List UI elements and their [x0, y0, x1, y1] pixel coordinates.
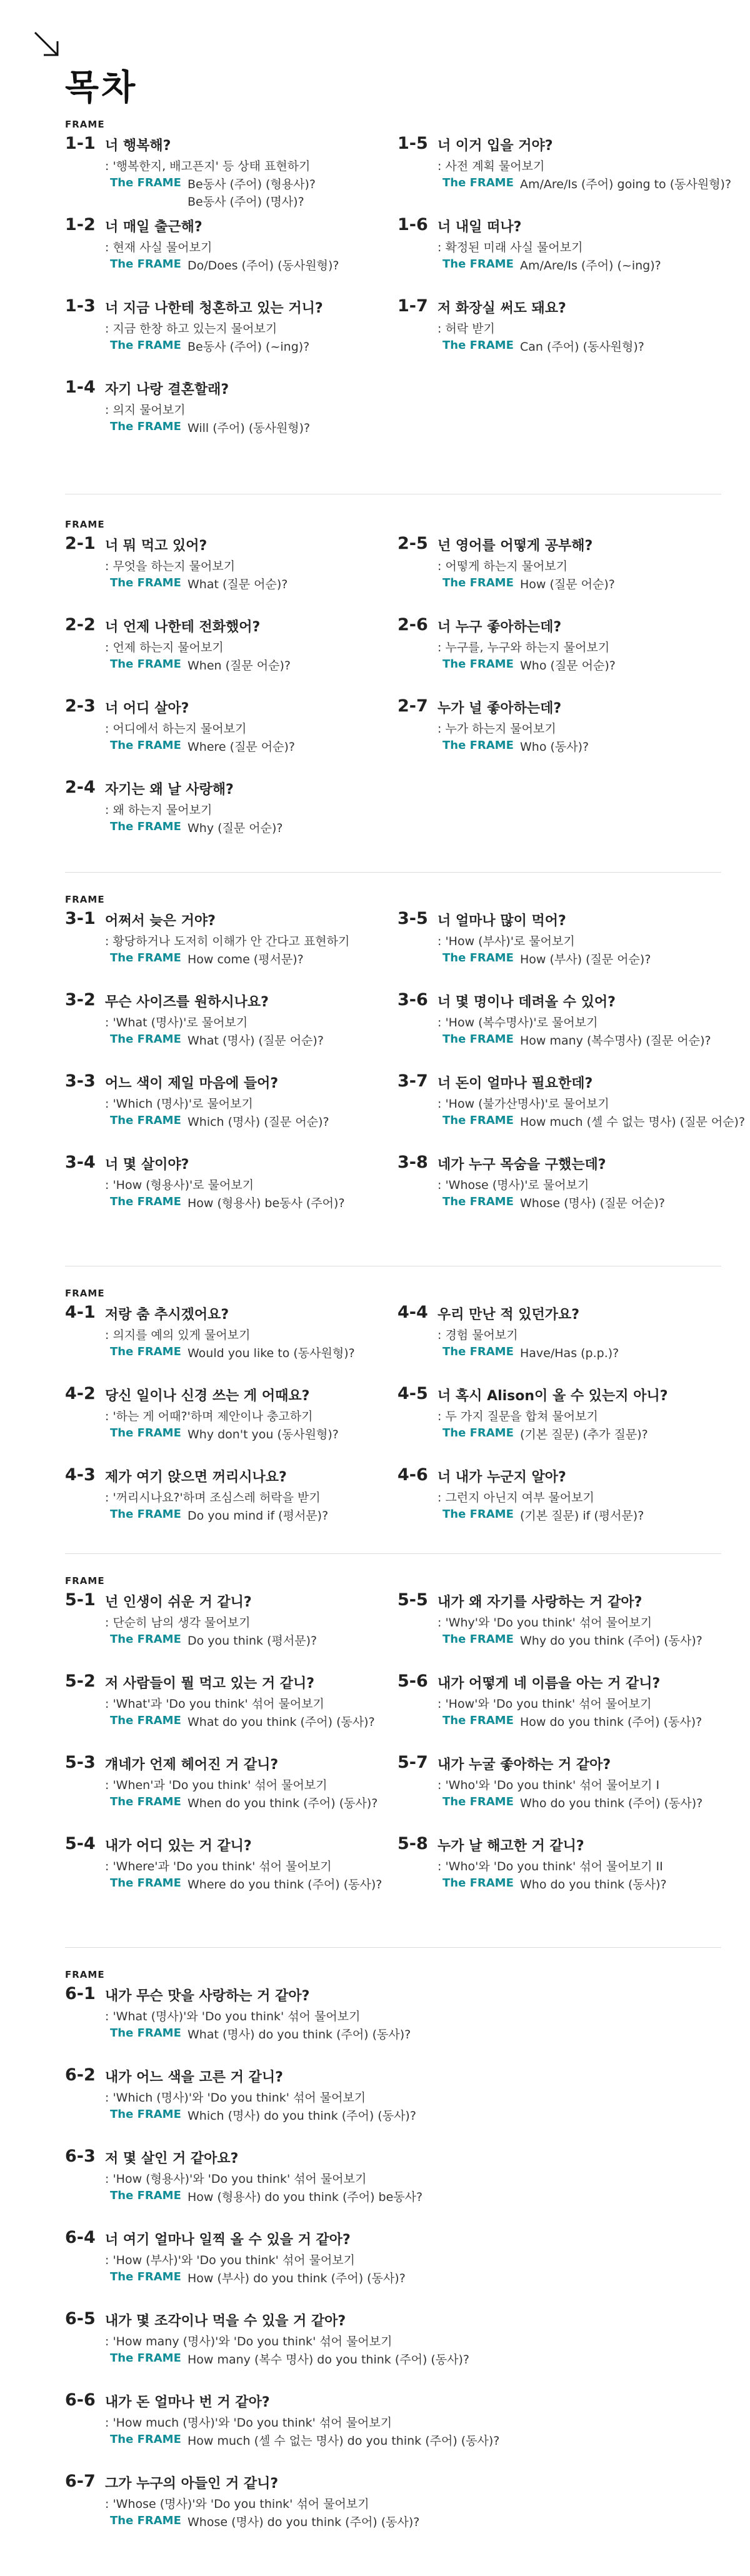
frame-pattern: When (질문 어순)? — [188, 659, 291, 673]
entry-description: : 의지 물어보기 — [105, 403, 186, 417]
frame-pattern-label: The FRAME — [442, 951, 514, 965]
entry-title: 너 이거 입을 거야? — [438, 138, 553, 154]
frame-pattern-label: The FRAME — [110, 176, 181, 189]
entry-description: : 'Who'와 'Do you think' 섞어 물어보기 I — [438, 1778, 660, 1792]
entry-title: 내가 돈 얼마나 번 거 같아? — [105, 2395, 270, 2410]
section-divider — [65, 1553, 721, 1554]
entry-number: 1-4 — [65, 378, 96, 397]
frame-pattern-label: The FRAME — [110, 1633, 181, 1646]
entry-number: 6-3 — [65, 2147, 96, 2166]
entry-title: 누가 널 좋아하는데? — [438, 701, 562, 716]
entry-number: 4-6 — [398, 1465, 428, 1485]
entry-title: 내가 누굴 좋아하는 거 같아? — [438, 1757, 611, 1773]
frame-section-label: FRAME — [65, 894, 105, 905]
entry-number: 1-5 — [398, 134, 428, 153]
entry-number: 1-3 — [65, 296, 96, 316]
entry-title: 너 어디 살아? — [105, 701, 189, 716]
entry-description: : 'How (부사)'로 물어보기 — [438, 935, 575, 948]
entry-title: 너 지금 나한테 청혼하고 있는 거니? — [105, 301, 323, 316]
entry-number: 2-2 — [65, 615, 96, 634]
entry-title: 저랑 춤 추시겠어요? — [105, 1307, 229, 1323]
entry-title: 너 몇 살이야? — [105, 1157, 189, 1173]
frame-pattern: Do you mind if (평서문)? — [188, 1509, 329, 1523]
frame-section-label: FRAME — [65, 119, 105, 130]
frame-pattern-label: The FRAME — [442, 1508, 514, 1521]
entry-description: : 'Where'과 'Do you think' 섞어 물어보기 — [105, 1860, 332, 1873]
entry-number: 4-3 — [65, 1465, 96, 1485]
entry-description: : 'Which (명사)'와 'Do you think' 섞어 물어보기 — [105, 2091, 366, 2105]
entry-title: 넌 영어를 어떻게 공부해? — [438, 538, 593, 554]
entry-description: : 'What (명사)'와 'Do you think' 섞어 물어보기 — [105, 2010, 361, 2023]
frame-pattern: Whose (명사) do you think (주어) (동사)? — [188, 2515, 420, 2529]
frame-pattern-label: The FRAME — [442, 1195, 514, 1208]
section-divider — [65, 1947, 721, 1948]
frame-pattern: Can (주어) (동사원형)? — [520, 340, 644, 354]
entry-description: : 단순히 남의 생각 물어보기 — [105, 1616, 251, 1630]
entry-number: 2-5 — [398, 534, 428, 553]
entry-number: 2-3 — [65, 696, 96, 716]
entry-number: 6-5 — [65, 2309, 96, 2328]
frame-pattern-label: The FRAME — [110, 2352, 181, 2365]
entry-number: 1-7 — [398, 296, 428, 316]
entry-title: 너 매일 출근해? — [105, 219, 202, 235]
frame-pattern: Be동사 (주어) (형용사)? Be동사 (주어) (명사)? — [188, 178, 316, 209]
entry-number: 3-6 — [398, 990, 428, 1010]
frame-pattern: Which (명사) do you think (주어) (동사)? — [188, 2109, 416, 2123]
frame-pattern-label: The FRAME — [442, 1426, 514, 1440]
entry-title: 너 여기 얼마나 일찍 올 수 있을 거 같아? — [105, 2232, 351, 2248]
entry-number: 5-6 — [398, 1671, 428, 1691]
entry-description: : 'How (부사)'와 'Do you think' 섞어 물어보기 — [105, 2253, 356, 2267]
frame-pattern: (기본 질문) if (평서문)? — [520, 1509, 644, 1523]
frame-section-label: FRAME — [65, 519, 105, 530]
entry-description: : 지금 한창 하고 있는지 물어보기 — [105, 322, 278, 336]
frame-pattern-label: The FRAME — [110, 1795, 181, 1808]
entry-title: 어느 색이 제일 마음에 들어? — [105, 1076, 279, 1091]
entry-description: : 'How (형용사)'로 물어보기 — [105, 1178, 254, 1192]
frame-pattern-label: The FRAME — [110, 2108, 181, 2121]
frame-pattern-label: The FRAME — [442, 1345, 514, 1358]
entry-description: : 누가 하는지 물어보기 — [438, 722, 556, 736]
frame-pattern: How many (복수명사) (질문 어순)? — [520, 1034, 711, 1048]
entry-number: 5-4 — [65, 1834, 96, 1853]
entry-description: : 'How (불가산명사)'로 물어보기 — [438, 1097, 609, 1111]
frame-pattern-label: The FRAME — [110, 1195, 181, 1208]
entry-title: 너 내일 떠나? — [438, 219, 522, 235]
frame-pattern-label: The FRAME — [110, 2514, 181, 2527]
frame-pattern-label: The FRAME — [110, 420, 181, 433]
frame-pattern: How (부사) do you think (주어) (동사)? — [188, 2272, 406, 2285]
frame-pattern: Am/Are/Is (주어) (~ing)? — [520, 259, 661, 273]
entry-title: 어쩌서 늦은 거야? — [105, 913, 216, 929]
entry-description: : 누구를, 누구와 하는지 물어보기 — [438, 641, 610, 654]
frame-pattern: Be동사 (주어) (~ing)? — [188, 340, 310, 354]
frame-pattern-label: The FRAME — [110, 2189, 181, 2202]
frame-pattern-label: The FRAME — [110, 258, 181, 271]
page-title: 목차 — [65, 68, 138, 108]
entry-description: : 무엇을 하는지 물어보기 — [105, 559, 236, 573]
frame-pattern: Whose (명사) (질문 어순)? — [520, 1196, 666, 1210]
frame-section-label: FRAME — [65, 1288, 105, 1299]
entry-number: 1-2 — [65, 215, 96, 234]
entry-title: 넌 인생이 쉬운 거 같니? — [105, 1595, 252, 1610]
entry-number: 4-5 — [398, 1384, 428, 1403]
entry-description: : 사전 계획 물어보기 — [438, 159, 545, 173]
entry-description: : 두 가지 질문을 합쳐 물어보기 — [438, 1410, 598, 1423]
entry-description: : 'How (복수명사)'로 물어보기 — [438, 1016, 598, 1030]
frame-pattern-label: The FRAME — [442, 739, 514, 752]
entry-description: : 현재 사실 물어보기 — [105, 241, 212, 254]
frame-pattern-label: The FRAME — [110, 576, 181, 589]
entry-number: 6-1 — [65, 1984, 96, 2003]
entry-number: 5-1 — [65, 1590, 96, 1610]
entry-number: 5-7 — [398, 1753, 428, 1772]
entry-description: : 어떻게 하는지 물어보기 — [438, 559, 568, 573]
frame-pattern-label: The FRAME — [110, 1508, 181, 1521]
entry-description: : 어디에서 하는지 물어보기 — [105, 722, 247, 736]
frame-pattern: How (질문 어순)? — [520, 578, 615, 591]
entry-title: 자기 나랑 결혼할래? — [105, 382, 229, 398]
entry-title: 자기는 왜 날 사랑해? — [105, 782, 234, 798]
entry-description: : '행복한지, 배고픈지' 등 상태 표현하기 — [105, 159, 311, 173]
frame-pattern-label: The FRAME — [442, 1795, 514, 1808]
entry-number: 4-2 — [65, 1384, 96, 1403]
frame-pattern: Who (질문 어순)? — [520, 659, 616, 673]
entry-description: : 그런지 아닌지 여부 물어보기 — [438, 1491, 594, 1505]
frame-pattern-label: The FRAME — [442, 1633, 514, 1646]
entry-description: : 왜 하는지 물어보기 — [105, 803, 212, 817]
entry-title: 너 언제 나한테 전화했어? — [105, 619, 261, 635]
frame-pattern: (기본 질문) (추가 질문)? — [520, 1428, 648, 1441]
entry-title: 너 돈이 얼마나 필요한데? — [438, 1076, 593, 1091]
frame-pattern: Why do you think (주어) (동사)? — [520, 1634, 702, 1648]
entry-title: 너 얼마나 많이 먹어? — [438, 913, 566, 929]
frame-pattern-label: The FRAME — [110, 2270, 181, 2283]
frame-pattern-label: The FRAME — [442, 258, 514, 271]
frame-pattern-label: The FRAME — [442, 1114, 514, 1127]
entry-description: : 'What (명사)'로 물어보기 — [105, 1016, 248, 1030]
entry-number: 3-2 — [65, 990, 96, 1010]
frame-section-label: FRAME — [65, 1575, 105, 1586]
frame-pattern: Do/Does (주어) (동사원형)? — [188, 259, 339, 273]
entry-title: 저 사람들이 뭘 먹고 있는 거 같니? — [105, 1676, 314, 1691]
entry-number: 6-6 — [65, 2390, 96, 2410]
frame-pattern-label: The FRAME — [110, 658, 181, 671]
frame-pattern: How (형용사) be동사 (주어)? — [188, 1196, 345, 1210]
entry-description: : '하는 게 어때?'하며 제안이나 충고하기 — [105, 1410, 313, 1423]
frame-pattern: Who do you think (주어) (동사)? — [520, 1797, 703, 1810]
entry-description: : 허락 받기 — [438, 322, 495, 336]
entry-number: 6-4 — [65, 2228, 96, 2247]
entry-title: 걔네가 언제 헤어진 거 같니? — [105, 1757, 279, 1773]
frame-pattern-label: The FRAME — [110, 339, 181, 352]
frame-pattern: What do you think (주어) (동사)? — [188, 1715, 375, 1729]
frame-pattern: How much (셀 수 없는 명사) do you think (주어) (동사)? — [188, 2434, 500, 2448]
entry-number: 4-4 — [398, 1303, 428, 1322]
frame-pattern-label: The FRAME — [110, 951, 181, 965]
entry-title: 내가 무슨 맛을 사랑하는 거 같아? — [105, 1988, 310, 2004]
entry-title: 너 뭐 먹고 있어? — [105, 538, 208, 554]
entry-description: : 'Which (명사)'로 물어보기 — [105, 1097, 253, 1111]
frame-pattern: Am/Are/Is (주어) going to (동사원형)? — [520, 178, 732, 191]
entry-description: : '꺼리시나요?'하며 조심스레 허락을 받기 — [105, 1491, 321, 1505]
frame-pattern-label: The FRAME — [110, 739, 181, 752]
entry-description: : 'Whose (명사)'와 'Do you think' 섞어 물어보기 — [105, 2497, 369, 2511]
frame-pattern: Where (질문 어순)? — [188, 740, 296, 754]
entry-number: 1-1 — [65, 134, 96, 153]
frame-pattern: Do you think (평서문)? — [188, 1634, 318, 1648]
entry-description: : 'Why'와 'Do you think' 섞어 물어보기 — [438, 1616, 652, 1630]
entry-number: 5-5 — [398, 1590, 428, 1610]
frame-pattern: Why don't you (동사원형)? — [188, 1428, 339, 1441]
entry-number: 4-1 — [65, 1303, 96, 1322]
entry-number: 3-7 — [398, 1071, 428, 1091]
entry-description: : 'How (형용사)'와 'Do you think' 섞어 물어보기 — [105, 2172, 367, 2186]
frame-pattern-label: The FRAME — [442, 1714, 514, 1727]
entry-description: : 언제 하는지 물어보기 — [105, 641, 224, 654]
frame-pattern: Would you like to (동사원형)? — [188, 1346, 355, 1360]
entry-number: 6-7 — [65, 2472, 96, 2491]
entry-title: 네가 누구 목숨을 구했는데? — [438, 1157, 606, 1173]
entry-number: 2-6 — [398, 615, 428, 634]
entry-description: : 'Whose (명사)'로 물어보기 — [438, 1178, 589, 1192]
entry-description: : 확정된 미래 사실 물어보기 — [438, 241, 583, 254]
entry-description: : 'When'과 'Do you think' 섞어 물어보기 — [105, 1778, 328, 1792]
entry-title: 누가 날 해고한 거 같니? — [438, 1838, 584, 1854]
frame-pattern: What (명사) do you think (주어) (동사)? — [188, 2028, 411, 2042]
frame-pattern: Who (동사)? — [520, 740, 589, 754]
entry-title: 우리 만난 적 있던가요? — [438, 1307, 580, 1323]
entry-title: 너 내가 누군지 알아? — [438, 1470, 566, 1485]
entry-description: : 경험 물어보기 — [438, 1328, 518, 1342]
entry-title: 무슨 사이즈를 원하시나요? — [105, 995, 269, 1010]
frame-pattern-label: The FRAME — [110, 2433, 181, 2446]
entry-description: : 의지를 예의 있게 물어보기 — [105, 1328, 251, 1342]
frame-pattern-label: The FRAME — [110, 1426, 181, 1440]
frame-section-label: FRAME — [65, 1969, 105, 1980]
frame-pattern: How do you think (주어) (동사)? — [520, 1715, 702, 1729]
entry-description: : 'How many (명사)'와 'Do you think' 섞어 물어보기 — [105, 2335, 392, 2348]
entry-title: 그가 누구의 아들인 거 같니? — [105, 2476, 279, 2492]
frame-pattern: When do you think (주어) (동사)? — [188, 1797, 378, 1810]
frame-pattern: What (명사) (질문 어순)? — [188, 1034, 324, 1048]
frame-pattern-label: The FRAME — [110, 820, 181, 833]
entry-title: 내가 몇 조각이나 먹을 수 있을 거 같아? — [105, 2313, 346, 2329]
entry-title: 당신 일이나 신경 쓰는 게 어때요? — [105, 1388, 310, 1404]
frame-pattern: How much (셀 수 없는 명사) (질문 어순)? — [520, 1115, 746, 1129]
frame-pattern-label: The FRAME — [442, 658, 514, 671]
entry-number: 3-8 — [398, 1153, 428, 1172]
entry-title: 너 누구 좋아하는데? — [438, 619, 562, 635]
entry-description: : 'How much (명사)'와 'Do you think' 섞어 물어보기 — [105, 2416, 392, 2430]
entry-title: 내가 왜 자기를 사랑하는 거 같아? — [438, 1595, 642, 1610]
frame-pattern: How many (복수 명사) do you think (주어) (동사)? — [188, 2353, 470, 2367]
frame-pattern-label: The FRAME — [442, 1877, 514, 1890]
corner-arrow-icon — [32, 30, 62, 60]
frame-pattern: Who do you think (동사)? — [520, 1878, 667, 1892]
entry-description: : 'How'와 'Do you think' 섞어 물어보기 — [438, 1697, 652, 1711]
section-divider — [65, 872, 721, 873]
frame-pattern: Will (주어) (동사원형)? — [188, 421, 311, 435]
entry-number: 5-2 — [65, 1671, 96, 1691]
frame-pattern-label: The FRAME — [442, 576, 514, 589]
entry-number: 2-4 — [65, 778, 96, 797]
entry-number: 1-6 — [398, 215, 428, 234]
entry-description: : 황당하거나 도저히 이해가 안 간다고 표현하기 — [105, 935, 350, 948]
frame-pattern-label: The FRAME — [110, 2027, 181, 2040]
frame-pattern: Where do you think (주어) (동사)? — [188, 1878, 382, 1892]
frame-pattern-label: The FRAME — [110, 1345, 181, 1358]
entry-description: : 'What'과 'Do you think' 섞어 물어보기 — [105, 1697, 324, 1711]
entry-title: 제가 여기 앉으면 꺼리시나요? — [105, 1470, 287, 1485]
frame-pattern: Have/Has (p.p.)? — [520, 1346, 619, 1360]
entry-title: 내가 어디 있는 거 같니? — [105, 1838, 252, 1854]
frame-pattern-label: The FRAME — [110, 1033, 181, 1046]
entry-title: 너 행복해? — [105, 138, 171, 154]
entry-title: 내가 어떻게 네 이름을 아는 거 같니? — [438, 1676, 661, 1691]
frame-pattern-label: The FRAME — [110, 1877, 181, 1890]
entry-number: 5-3 — [65, 1753, 96, 1772]
frame-pattern-label: The FRAME — [442, 339, 514, 352]
frame-pattern: What (질문 어순)? — [188, 578, 288, 591]
entry-title: 너 몇 명이나 데려올 수 있어? — [438, 995, 616, 1010]
frame-pattern: How (형용사) do you think (주어) be동사? — [188, 2190, 423, 2204]
entry-description: : 'Who'와 'Do you think' 섞어 물어보기 II — [438, 1860, 663, 1873]
frame-pattern-label: The FRAME — [110, 1714, 181, 1727]
frame-pattern-label: The FRAME — [442, 176, 514, 189]
entry-number: 5-8 — [398, 1834, 428, 1853]
entry-number: 2-1 — [65, 534, 96, 553]
entry-number: 3-3 — [65, 1071, 96, 1091]
entry-number: 3-1 — [65, 909, 96, 928]
entry-title: 내가 어느 색을 고른 거 같니? — [105, 2070, 283, 2085]
entry-title: 저 화장실 써도 돼요? — [438, 301, 566, 316]
frame-pattern: How come (평서문)? — [188, 953, 304, 966]
frame-pattern: How (부사) (질문 어순)? — [520, 953, 651, 966]
frame-pattern: Why (질문 어순)? — [188, 821, 283, 835]
entry-number: 3-5 — [398, 909, 428, 928]
frame-pattern: Which (명사) (질문 어순)? — [188, 1115, 329, 1129]
entry-title: 너 혹시 Alison이 올 수 있는지 아니? — [438, 1388, 668, 1404]
entry-number: 2-7 — [398, 696, 428, 716]
entry-number: 3-4 — [65, 1153, 96, 1172]
frame-pattern-label: The FRAME — [110, 1114, 181, 1127]
entry-number: 6-2 — [65, 2065, 96, 2085]
frame-pattern-label: The FRAME — [442, 1033, 514, 1046]
entry-title: 저 몇 살인 거 같아요? — [105, 2151, 239, 2167]
